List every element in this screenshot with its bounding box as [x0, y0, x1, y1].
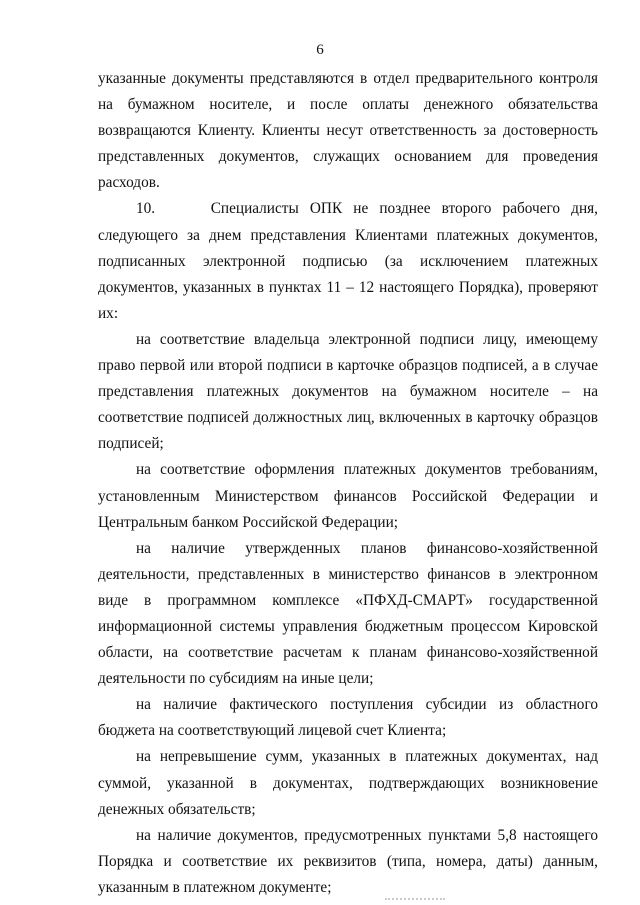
scan-bottom-artifact — [385, 898, 445, 903]
paragraph-documents-check: на наличие документов, предусмотренных пунктами 5,8 настоящего Порядка и соответствие их реквизитов (типа, номера, даты) данным, указанным в платежном документе; — [98, 826, 598, 896]
paragraph-item-10: 10. Специалисты ОПК не позднее второго рабочего дня, следующего за днем представления Клиентами платежных документов, подписанных электронной подписью (за исключением платежных документов, указанных в пунктах 11 – 12 настоящего Порядка), проверяют их: — [98, 200, 598, 322]
paragraph-format-check: на соответствие оформления платежных документов требованиям, установленным Министерством финансов Российской Федерации и Центральным банком Российской Федерации; — [98, 461, 598, 531]
paragraph-amount-check: на непревышение сумм, указанных в платежных документах, над суммой, указанной в документах, подтверждающих возникновение денежных обязательств; — [98, 748, 598, 818]
page-number: 6 — [316, 42, 324, 58]
paragraph-signature-check: на соответствие владельца электронной подписи лицу, имеющему право первой или второй подписи в карточке образцов подписей, а в случае представления платежных документов на бумажном носителе – на соответствие подписей должностных лиц, включенных в карточку образцов подписей; — [98, 330, 598, 453]
paragraph-plans-check: на наличие утвержденных планов финансово-хозяйственной деятельности, представленных в министерство финансов в электронном виде в программном комплексе «ПФХД-СМАРТ» государственной информационной системы управления бюджетным процессом Кировской области, на соответствие расчетам к планам финансово-хозяйственной деятельности по субсидиям на иные цели; — [98, 539, 598, 688]
paragraph-continuation: указанные документы представляются в отдел предварительного контроля на бумажном носителе, и после оплаты денежного обязательства возвращаются Клиенту. Клиенты несут ответственность за достоверность представленных документов, служащих основанием для проведения расходов. — [98, 70, 598, 192]
scan-edge-artifact — [95, 0, 600, 4]
paragraph-subsidy-receipt-check: на наличие фактического поступления субсидии из областного бюджета на соответствующий лицевой счет Клиента; — [98, 696, 598, 740]
document-body — [98, 66, 598, 901]
